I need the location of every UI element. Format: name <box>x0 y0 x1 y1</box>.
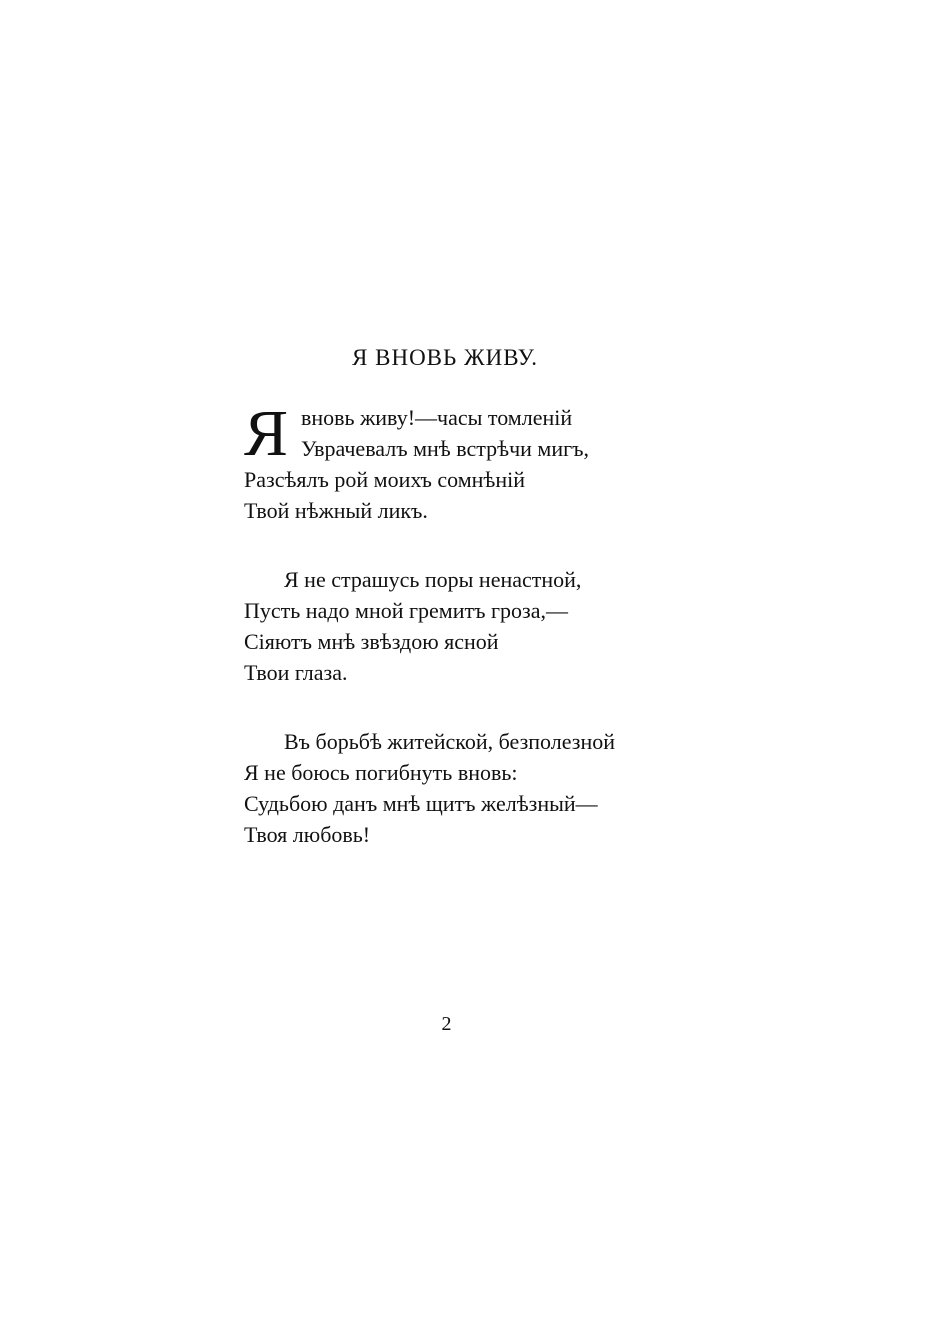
poem-title: Я ВНОВЬ ЖИВУ. <box>352 345 538 370</box>
stanza-3 <box>244 726 764 850</box>
drop-cap: Я <box>244 397 289 470</box>
poem-line: Пусть надо мной гремитъ гроза,— <box>244 598 568 623</box>
poem-line: Твоя любовь! <box>244 822 371 847</box>
poem-line: Въ борьбѣ житейской, безполезной <box>284 729 616 754</box>
poem-line: Я не страшусь поры ненастной, <box>284 567 582 592</box>
poem-body <box>244 397 764 888</box>
poem-line: Твой нѣжный ликъ. <box>244 498 428 523</box>
stanza-2 <box>244 564 764 688</box>
poem-line: вновь живу!—часы томленій <box>301 405 573 430</box>
poem-line: Твои глаза. <box>244 660 348 685</box>
page-number: 2 <box>441 1013 452 1035</box>
poem-line: Судьбою данъ мнѣ щитъ желѣзный— <box>244 791 598 816</box>
poem-line: Разсѣялъ рой моихъ сомнѣній <box>244 467 526 492</box>
poem-line: Я не боюсь погибнуть вновь: <box>244 760 518 785</box>
poem-line: Уврачевалъ мнѣ встрѣчи мигъ, <box>301 436 590 461</box>
poem-line: Сіяютъ мнѣ звѣздою ясной <box>244 629 499 654</box>
stanza-1 <box>244 397 764 526</box>
